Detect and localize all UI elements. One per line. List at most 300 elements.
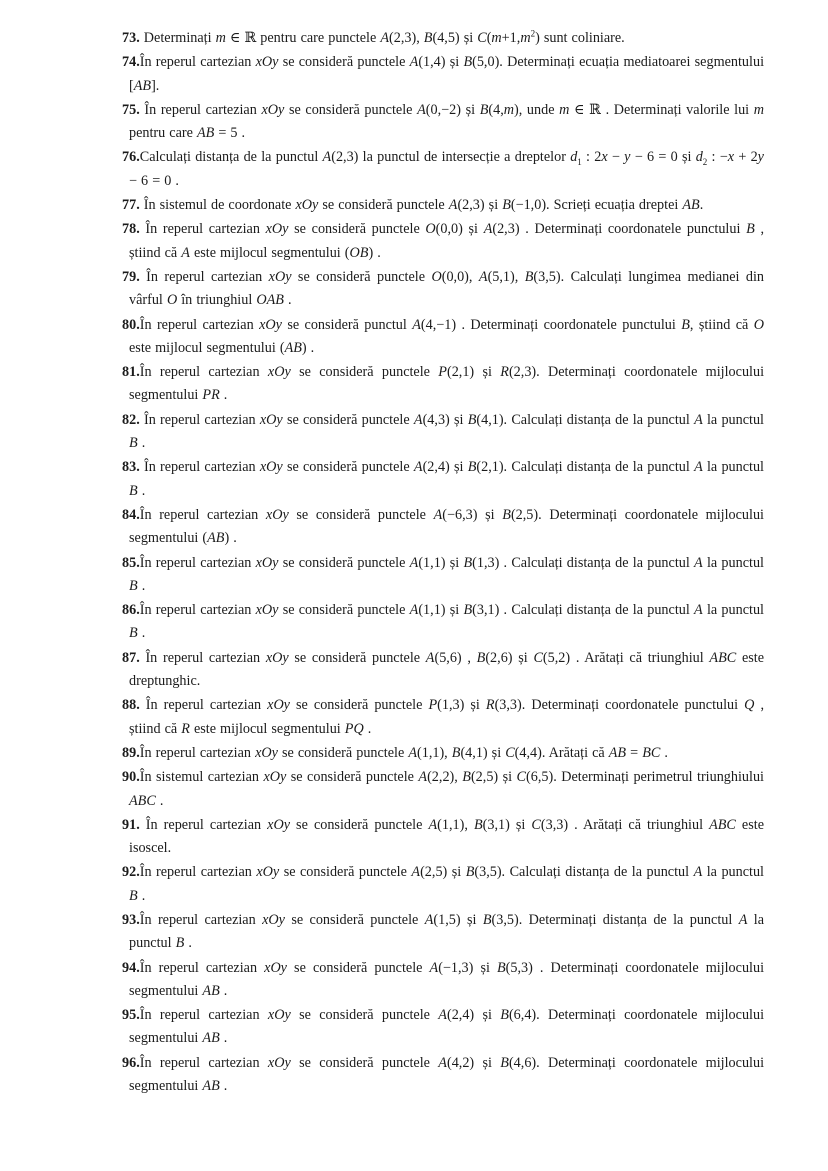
problem-text-segment: xOy [262, 911, 285, 928]
problem-text-segment: Q [744, 697, 755, 714]
problem-text-segment: (4,6). Determinați coordonatele mijlocului segmentului [129, 1054, 765, 1095]
problem-text-segment: B [463, 54, 473, 71]
problem-text-segment: xOy [265, 506, 289, 523]
problem-text-segment: B [463, 554, 473, 571]
problem-text-segment: AB [202, 1030, 220, 1047]
problem-text-segment: xOy [267, 364, 291, 381]
problem-text-segment: ) sunt coliniare. [535, 30, 625, 46]
problem-text-segment: 2 [702, 157, 708, 168]
problem-text-segment: 2 [530, 28, 536, 39]
problem-text-segment: +1, [501, 30, 521, 46]
problem-number: 91. [122, 816, 140, 833]
problem-text-segment: . [219, 387, 228, 404]
problem-text-segment: A [409, 554, 419, 571]
problem-item [122, 766, 764, 813]
problem-text-segment: B [500, 1007, 509, 1024]
problem-text-segment: xOy [264, 959, 287, 976]
problem-text-segment: (4,−1) . Determinați coordonatele punctului [420, 316, 682, 333]
problem-item [122, 194, 764, 217]
problem-text-segment: este mijlocul segmentului [189, 720, 345, 737]
problem-text-segment: xOy [268, 268, 292, 285]
problem-text-segment: (2,2), [427, 769, 463, 786]
problem-text-segment: (−1,0). Scrieți ecuația dreptei [510, 197, 683, 214]
problem-text-segment: În reperul cartezian [139, 54, 256, 71]
problem-number: 80. [122, 316, 140, 333]
problem-text-segment: A [429, 959, 439, 976]
problem-text-segment: (1,1), [437, 816, 474, 833]
problem-text-segment: În reperul cartezian [139, 602, 256, 619]
problem-number: 92. [122, 864, 140, 881]
problem-item [122, 861, 764, 908]
problem-text-segment: B [746, 221, 755, 238]
problem-text-segment: C [533, 649, 543, 666]
problem-text-segment: (2,6) și [485, 649, 534, 666]
problem-text-segment: O [166, 292, 178, 309]
problem-number: 82. [122, 411, 140, 428]
problem-text-segment: la punctul [702, 554, 764, 571]
problem-text-segment: P [438, 364, 447, 381]
problem-text-segment: B [175, 935, 185, 952]
problem-text-segment: A [181, 244, 190, 261]
problem-text-segment: B [423, 30, 433, 46]
problem-text-segment: (2,1). Calculați distanța de la punctul [476, 459, 695, 476]
problem-number: 74. [122, 54, 140, 71]
problem-text-segment: B [463, 602, 473, 619]
problem-text-segment: B [467, 411, 477, 428]
problem-item [122, 504, 764, 551]
problem-text-segment: R [485, 697, 495, 714]
problem-text-segment: În reperul cartezian [139, 268, 269, 285]
problem-text-segment: , știind că [129, 697, 764, 737]
problem-text-segment: În sistemul de coordonate [139, 197, 296, 214]
problem-text-segment: A [448, 197, 458, 214]
problem-item [122, 1052, 764, 1099]
problem-text-segment: C [531, 816, 541, 833]
problem-text-segment: se consideră punctele [289, 697, 429, 714]
problem-text-segment: (0,0) și [435, 221, 484, 238]
problem-text-segment: (6,4). Determinați coordonatele mijlocului segmentului [129, 1007, 765, 1047]
problem-text-segment: m [215, 30, 226, 46]
problem-text-segment: A [322, 149, 332, 166]
problem-text-segment: xOy [263, 769, 287, 786]
problem-text-segment: În sistemul cartezian [139, 769, 264, 786]
problem-text-segment: (1,1), [417, 744, 452, 761]
problem-text-segment: C [477, 30, 487, 46]
problem-text-segment: (1,3) și [437, 697, 486, 714]
problem-text-segment: AB [284, 339, 302, 356]
problem-text-segment: ]. [151, 77, 160, 94]
problem-text-segment: A [694, 602, 703, 619]
problem-text-segment: (2,4) și [422, 459, 468, 476]
problem-text-segment: OAB [256, 292, 284, 309]
problem-text-segment: (2,3) și [457, 197, 503, 214]
problem-text-segment: x [601, 149, 608, 166]
problem-text-segment: B [482, 911, 492, 928]
problem-text-segment: R [500, 364, 509, 381]
problem-text-segment: (1,3) . Calculați distanța de la punctul [472, 554, 695, 571]
problem-text-segment: (3,5). Determinați distanța de la punctul [491, 911, 739, 928]
problem-text-segment: d [695, 149, 703, 166]
problem-text-segment: B [479, 101, 489, 118]
problem-text-segment: A [428, 816, 438, 833]
problem-text-segment: , știind că [689, 316, 754, 333]
problem-number: 76. [122, 149, 140, 166]
problem-number: 93. [122, 911, 140, 928]
problem-text-segment: xOy [255, 554, 279, 571]
problem-text-segment: AB [207, 530, 225, 547]
problem-text-segment: m [520, 30, 531, 46]
problem-text-segment: (2,3), [389, 30, 424, 46]
problem-text-segment: se consideră punctele [286, 769, 419, 786]
problem-text-segment: R [181, 720, 190, 737]
problem-text-segment: . [219, 1030, 228, 1047]
problem-text-segment: este isoscel. [129, 816, 764, 857]
problem-text-segment: În reperul cartezian [139, 1054, 268, 1071]
problem-text-segment: xOy [255, 744, 278, 761]
problem-text-segment: se consideră punctele [288, 506, 434, 523]
problem-text-segment: B [129, 625, 138, 642]
problem-text-segment: (2,3) la punctul de intersecție a dreptelor [331, 149, 571, 166]
problem-text-segment: (2,3) . Determinați coordonatele punctului [492, 221, 747, 238]
problem-text-segment: . [283, 292, 292, 309]
problem-text-segment: se consideră punctele [290, 1054, 439, 1071]
problem-text-segment: ) . [368, 244, 381, 261]
problem-text-segment: xOy [267, 1054, 291, 1071]
problem-text-segment: B [129, 887, 138, 904]
problem-text-segment: ), unde [514, 101, 560, 118]
problem-text-segment: În reperul cartezian [139, 101, 262, 118]
problem-text-segment: (1,5) și [433, 911, 483, 928]
problem-text-segment: . [219, 1078, 228, 1095]
problem-text-segment: B [502, 506, 511, 523]
problem-number: 79. [122, 268, 140, 285]
problem-text-segment: (3,1) . Calculați distanța de la punctul [472, 602, 695, 619]
problem-text-segment: A [694, 411, 703, 428]
problem-number: 86. [122, 602, 140, 619]
problem-text-segment: se consideră punctele [282, 411, 414, 428]
problem-text-segment: xOy [267, 816, 290, 833]
problem-item [122, 361, 764, 408]
problem-text-segment: m [503, 101, 515, 118]
problem-item [122, 647, 764, 694]
problem-text-segment: BC [642, 744, 661, 761]
problem-text-segment: . [699, 197, 704, 214]
problem-text-segment: În reperul cartezian [139, 506, 266, 523]
problem-text-segment: se consideră punctele [288, 221, 426, 238]
problem-text-segment: A [380, 30, 390, 46]
problem-text-segment: (−6,3) și [442, 506, 503, 523]
problem-text-segment: (1,1) și [418, 554, 464, 571]
problem-text-segment: este dreptunghic. [129, 649, 764, 690]
problem-text-segment: A [418, 769, 428, 786]
problem-text-segment: se consideră punctele [279, 864, 412, 881]
problem-text-segment: A [417, 101, 426, 118]
problem-text-segment: xOy [265, 649, 289, 666]
problem-text-segment: B [681, 316, 690, 333]
problem-text-segment: ∈ ℝ pentru care punctele [225, 30, 381, 46]
problem-text-segment: . [137, 887, 146, 904]
problem-text-segment: (2,3). Determinați coordonatele mijlocului segmentului [129, 364, 765, 404]
problem-text-segment: se consideră punctele [288, 649, 426, 666]
problem-text-segment: B [467, 459, 477, 476]
problem-text-segment: m [559, 101, 570, 118]
problem-text-segment: la punctul [702, 602, 764, 619]
problem-text-segment: la punctul [702, 459, 765, 476]
problem-item [122, 694, 764, 741]
problem-text-segment: B [524, 268, 534, 285]
problem-text-segment: se consideră punctele [290, 364, 439, 381]
problem-item [122, 27, 764, 50]
problem-text-segment: = [626, 744, 643, 761]
problem-text-segment: A [438, 1007, 447, 1024]
problem-text-segment: se consideră punctul [281, 316, 413, 333]
problem-text-segment: În reperul cartezian [139, 744, 256, 761]
problem-text-segment: y [624, 149, 631, 166]
problem-text-segment: (2,4) și [446, 1007, 501, 1024]
problem-text-segment: (4,2) și [446, 1054, 501, 1071]
problem-text-segment: (4,4). Arătați că [514, 744, 609, 761]
problem-text-segment: : 2 [581, 149, 602, 166]
problem-text-segment: . [137, 625, 146, 642]
problem-text-segment: OB [349, 244, 369, 261]
problem-number: 87. [122, 649, 140, 666]
problem-text-segment: y [757, 149, 764, 166]
problem-text-segment: se consideră punctele [291, 268, 432, 285]
problem-text-segment: B [476, 649, 486, 666]
problem-text-segment: B [462, 769, 471, 786]
problem-text-segment: xOy [261, 101, 285, 118]
problem-text-segment: : − [707, 149, 728, 166]
problem-item [122, 456, 764, 503]
problem-text-segment: AB [133, 77, 152, 94]
problem-text-segment: A [408, 744, 417, 761]
problem-text-segment: . [137, 435, 146, 452]
problem-text-segment: = 5 . [214, 125, 246, 142]
problem-text-segment: A [409, 602, 419, 619]
problem-text-segment: ABC [709, 816, 736, 833]
problem-number: 73. [122, 30, 140, 46]
problem-text-segment: Determinați [139, 30, 216, 46]
problems-list [122, 27, 764, 1099]
problem-text-segment: A [424, 911, 434, 928]
problem-text-segment: . [660, 744, 668, 761]
problem-text-segment: În reperul cartezian [139, 221, 266, 238]
problem-text-segment: (3,5). Calculați distanța de la punctul [474, 864, 694, 881]
problem-item [122, 599, 764, 646]
problem-text-segment: (3,3). Determinați coordonatele punctului [494, 697, 745, 714]
problem-text-segment: este mijlocul segmentului ( [189, 244, 350, 261]
problem-text-segment: xOy [256, 864, 280, 881]
problem-text-segment: . [137, 482, 146, 499]
problem-text-segment: m [753, 101, 765, 118]
problem-text-segment: (−1,3) și [438, 959, 497, 976]
problem-text-segment: B [129, 577, 138, 594]
problem-text-segment: B [473, 816, 483, 833]
problem-text-segment: xOy [259, 459, 283, 476]
problem-text-segment: O [425, 221, 436, 238]
problem-item [122, 218, 764, 265]
problem-text-segment: se consideră punctele [277, 744, 409, 761]
problem-text-segment: (4,1). Calculați distanța de la punctul [476, 411, 695, 428]
problem-text-segment: ABC [129, 792, 156, 809]
problem-text-segment: A [438, 1054, 447, 1071]
problem-number: 88. [122, 697, 140, 714]
problem-text-segment: se consideră punctele [278, 602, 410, 619]
problem-number: 83. [122, 459, 140, 476]
problem-text-segment: (5,1), [487, 268, 525, 285]
problem-text-segment: (5,3) . Determinați coordonatele mijlocului segmentului [129, 959, 765, 999]
problem-text-segment: se consideră punctele [318, 197, 449, 214]
problem-text-segment: O [753, 316, 764, 333]
problem-text-segment: se consideră punctele [278, 554, 410, 571]
problem-text-segment: A [738, 911, 748, 928]
problem-text-segment: (5,0). Determinați ecuația mediatoarei segmentului [ [129, 54, 765, 94]
problem-text-segment: xOy [255, 602, 279, 619]
problem-text-segment: în triunghiul [177, 292, 257, 309]
problem-item [122, 552, 764, 599]
problem-text-segment: se consideră punctele [282, 459, 414, 476]
problem-text-segment: − 6 = 0 și [630, 149, 696, 166]
problem-text-segment: (3,3) . Arătați că triunghiul [540, 816, 710, 833]
problem-text-segment: . [363, 720, 372, 737]
problem-item [122, 146, 764, 193]
problem-text-segment: O [431, 268, 442, 285]
problem-text-segment: se consideră punctele [278, 54, 410, 71]
problem-text-segment: B [465, 864, 475, 881]
problem-text-segment: A [413, 411, 423, 428]
problem-text-segment: A [693, 864, 703, 881]
problem-text-segment: (2,5). Determinați coordonatele mijlocului segmentului ( [129, 506, 764, 547]
problem-text-segment: A [425, 649, 435, 666]
problem-text-segment: (3,1) și [482, 816, 532, 833]
problem-text-segment: xOy [267, 697, 290, 714]
problem-number: 90. [122, 769, 140, 786]
problem-text-segment: se consideră punctele [286, 959, 430, 976]
problem-text-segment: m [491, 30, 502, 46]
problem-text-segment: (4,1) și [460, 744, 506, 761]
problem-text-segment: În reperul cartezian [139, 1007, 268, 1024]
problem-item [122, 742, 764, 765]
problem-text-segment: AB [202, 1078, 220, 1095]
problem-text-segment: ( [486, 30, 492, 46]
problem-text-segment: În reperul cartezian [139, 649, 266, 666]
problem-number: 84. [122, 506, 140, 523]
problem-text-segment: − 6 = 0 . [129, 172, 179, 189]
problem-text-segment: În reperul cartezian [139, 959, 265, 976]
problem-text-segment: În reperul cartezian [139, 364, 268, 381]
problem-text-segment: , știind că [129, 221, 764, 261]
problem-text-segment: AB [196, 125, 215, 142]
problem-text-segment: 1 [577, 157, 582, 168]
problem-text-segment: În reperul cartezian [139, 911, 263, 928]
problem-number: 75. [122, 101, 140, 118]
problem-text-segment: pentru care [129, 125, 197, 142]
problem-text-segment: (3,5). Calculați lungimea medianei din vârful [129, 268, 765, 309]
problem-text-segment: se consideră punctele [284, 911, 425, 928]
problem-text-segment: (4,5) și [432, 30, 478, 46]
problem-item [122, 99, 764, 146]
problem-text-segment: C [505, 744, 515, 761]
problem-text-segment: (2,5) și [420, 864, 466, 881]
problem-text-segment: (2,5) și [470, 769, 517, 786]
problem-item [122, 1004, 764, 1051]
problem-text-segment: A [412, 316, 421, 333]
problem-text-segment: B [500, 1054, 509, 1071]
problem-text-segment: − [607, 149, 625, 166]
problem-text-segment: ∈ ℝ . Determinați valorile lui [569, 101, 754, 118]
problem-number: 77. [122, 197, 140, 214]
problem-text-segment: + 2 [734, 149, 758, 166]
problem-text-segment: A [411, 864, 421, 881]
problem-text-segment: În reperul cartezian [139, 864, 257, 881]
problem-text-segment: A [409, 54, 419, 71]
problem-text-segment: AB [608, 744, 627, 761]
problem-text-segment: ABC [709, 649, 737, 666]
problem-text-segment: B [451, 744, 461, 761]
problem-text-segment: (1,4) și [418, 54, 464, 71]
problem-text-segment: În reperul cartezian [139, 316, 260, 333]
problem-text-segment: În reperul cartezian [139, 816, 268, 833]
problem-text-segment: AB [202, 982, 220, 999]
problem-text-segment: la punctul [702, 864, 765, 881]
problem-item [122, 314, 764, 361]
problem-text-segment: A [478, 268, 488, 285]
problem-number: 89. [122, 744, 140, 761]
problem-number: 95. [122, 1007, 140, 1024]
problem-text-segment: PQ [344, 720, 364, 737]
problem-text-segment: . [219, 982, 228, 999]
problem-text-segment: la punctul [702, 411, 765, 428]
problem-text-segment: A [483, 221, 493, 238]
problem-text-segment: B [129, 482, 138, 499]
problem-text-segment: În reperul cartezian [139, 411, 260, 428]
problem-text-segment: A [694, 459, 703, 476]
problem-number: 96. [122, 1054, 140, 1071]
problem-text-segment: A [413, 459, 423, 476]
problem-text-segment: xOy [265, 221, 289, 238]
problem-text-segment: . [137, 577, 146, 594]
problem-text-segment: În reperul cartezian [139, 459, 260, 476]
problem-text-segment: ) . [224, 530, 237, 547]
problem-text-segment: x [727, 149, 735, 166]
problem-text-segment: xOy [255, 54, 279, 71]
problem-text-segment: P [428, 697, 438, 714]
problem-item [122, 957, 764, 1004]
problem-text-segment: (5,2) . Arătați că triunghiul [542, 649, 710, 666]
problem-text-segment: (6,5). Determinați perimetrul triunghiului [526, 769, 764, 786]
problem-text-segment: . [184, 935, 192, 952]
problem-text-segment: În reperul cartezian [139, 554, 256, 571]
problem-text-segment: . [155, 792, 164, 809]
problem-number: 81. [122, 364, 140, 381]
problem-text-segment: d [570, 149, 578, 166]
problem-text-segment: Calculați distanța de la punctul [139, 149, 323, 166]
problem-number: 94. [122, 959, 140, 976]
problem-text-segment: (2,1) și [446, 364, 501, 381]
problem-text-segment: A [433, 506, 443, 523]
problem-item [122, 51, 764, 98]
problem-text-segment: se consideră punctele [290, 816, 429, 833]
problem-number: 78. [122, 221, 140, 238]
problem-text-segment: se consideră punctele [284, 101, 418, 118]
problem-text-segment: (4, [488, 101, 504, 118]
problem-text-segment: ) . [301, 339, 315, 356]
problem-text-segment: (0,−2) și [425, 101, 480, 118]
problem-text-segment: B [502, 197, 511, 214]
problem-text-segment: xOy [259, 316, 282, 333]
problem-text-segment: B [496, 959, 506, 976]
problem-text-segment: este mijlocul segmentului ( [129, 339, 285, 356]
